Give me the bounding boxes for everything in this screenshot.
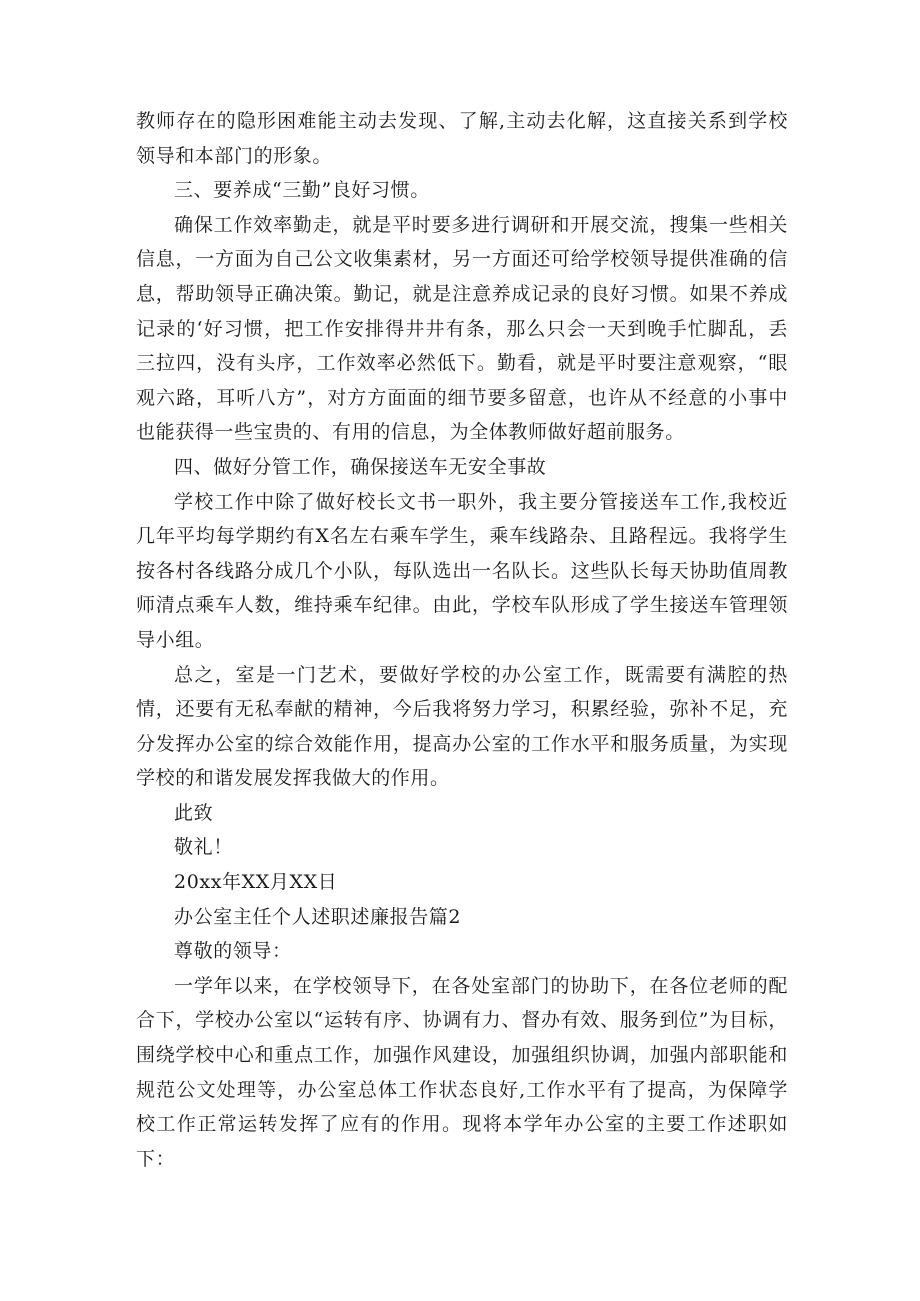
paragraph-intro-part-2: 一学年以来，在学校领导下，在各处室部门的协助下，在各位老师的配合下，学校办公室以“运转有序、协调有力、督办有效、服务到位”为目标，围绕学校中心和重点工作，加强作风建设，加强组织协调，加强内部职能和规范公文处理等，办公室总体工作状态良好,工作水平有了提高，为保障学校工作正常运转发挥了应有的作用。现将本学年办公室的主要工作述职如下： xyxy=(136,974,788,1170)
paragraph-continuation: 教师存在的隐形困难能主动去发现、了解,主动去化解，这直接关系到学校领导和本部门的形象。 xyxy=(136,110,788,167)
section-heading-three: 三、要养成“三勤”良好习惯。 xyxy=(174,179,430,202)
date-line: 20xx年XX月XX日 xyxy=(174,871,338,894)
paragraph-diligence: 确保工作效率勤走，就是平时要多进行调研和开展交流，搜集一些相关信息，一方面为自己公文收集素材，另一方面还可给学校领导提供准确的信息，帮助领导正确决策。勤记，就是注意养成记录的良好习惯。如果不养成记录的‘好习惯，把工作安排得井井有条，那么只会一天到晚手忙脚乱，丢三拉四，没有头序，工作效率必然低下。勤看，就是平时要注意观察，“眼观六路，耳听八方”，对方方面面的细节要多留意，也许从不经意的小事中也能获得一些宝贵的、有用的信息，为全体教师做好超前服务。 xyxy=(136,213,788,444)
paragraph-conclusion: 总之，室是一门艺术，要做好学校的办公室工作，既需要有满腔的热情，还要有无私奉献的精神，今后我将努力学习，积累经验，弥补不足，充分发挥办公室的综合效能作用，提高办公室的工作水平和服务质量，为实现学校的和谐发展发挥我做大的作用。 xyxy=(136,663,788,790)
document-body xyxy=(136,104,788,1176)
closing-salutation: 此致 xyxy=(174,801,214,824)
greeting: 尊敬的领导： xyxy=(174,940,292,963)
paragraph-shuttle-duty: 学校工作中除了做好校长文书一职外，我主要分管接送车工作,我校近几年平均每学期约有X名左右乘车学生，乘车线路杂、且路程远。我将学生按各村各线路分成几个小队，每队选出一名队长。这些队长每天协助值周教师清点乘车人数，维持乘车纪律。由此，学校车队形成了学生接送车管理领导小组。 xyxy=(136,490,788,651)
report-title-part-2: 办公室主任个人述职述廉报告篇2 xyxy=(174,905,462,928)
closing-regards: 敬礼！ xyxy=(174,836,233,859)
section-heading-four: 四、做好分管工作，确保接送车无安全事故 xyxy=(174,455,547,478)
